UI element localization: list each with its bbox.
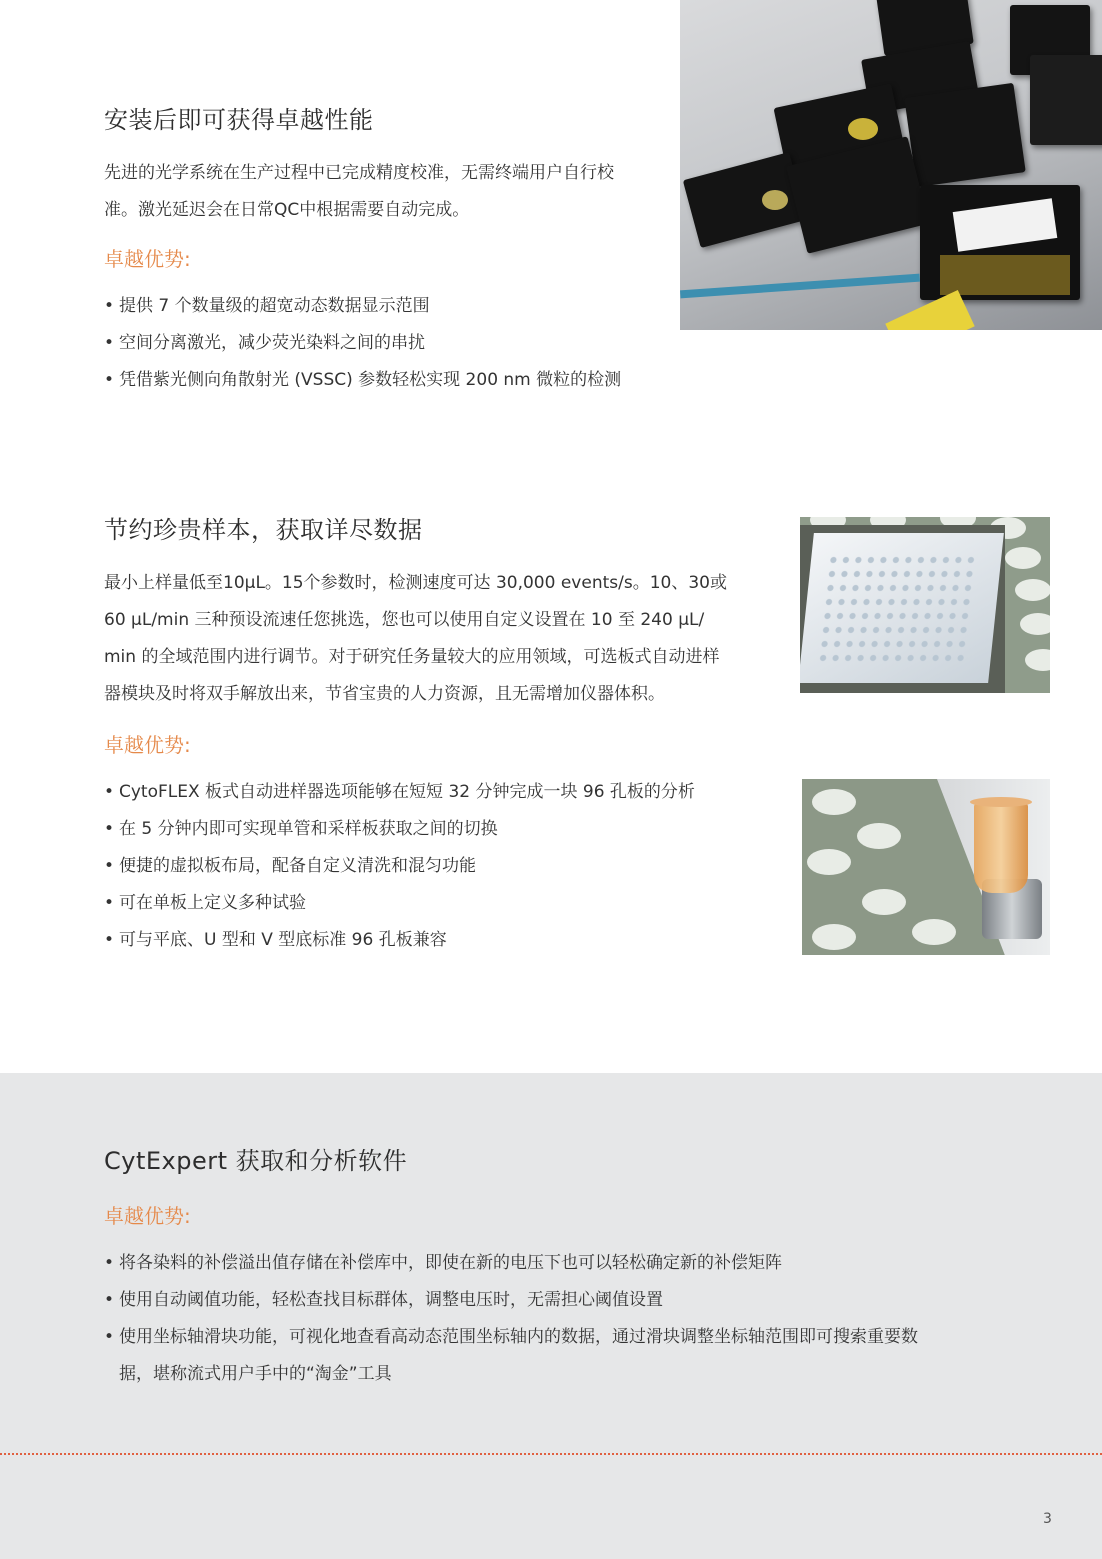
body-line: 先进的光学系统在生产过程中已完成精度校准，无需终端用户自行校 (104, 163, 614, 183)
footer-divider (0, 1453, 1102, 1455)
body-line: 最小上样量低至10μL。15个参数时，检测速度可达 30,000 events/s。10、30或 (104, 573, 727, 593)
body-line: 60 μL/min 三种预设流速任您挑选，您也可以使用自定义设置在 10 至 240 μL/ (104, 610, 705, 630)
advantage-list (104, 1245, 1004, 1393)
section-optics (104, 100, 684, 399)
section-title: 安装后即可获得卓越性能 (104, 106, 374, 134)
list-item: • 可与平底、U 型和 V 型底标准 96 孔板兼容 (104, 922, 794, 959)
list-item: • 凭借紫光侧向角散射光 (VSSC) 参数轻松实现 200 nm 微粒的检测 (104, 362, 684, 399)
section-title: CytExpert 获取和分析软件 (104, 1147, 408, 1175)
list-item: • 可在单板上定义多种试验 (104, 885, 794, 922)
body-line: min 的全域范围内进行调节。对于研究任务量较大的应用领域，可选板式自动进样 (104, 647, 720, 667)
section-title: 节约珍贵样本，获取详尽数据 (104, 516, 423, 544)
list-item (104, 1319, 1004, 1393)
list-item-line: 使用坐标轴滑块功能，可视化地查看高动态范围坐标轴内的数据，通过滑块调整坐标轴范围即可搜索重要数 (119, 1327, 918, 1347)
body-line: 准。激光延迟会在日常QC中根据需要自动完成。 (104, 200, 470, 220)
list-item: • 提供 7 个数量级的超宽动态数据显示范围 (104, 288, 684, 325)
advantage-list (104, 774, 794, 959)
list-item: • 在 5 分钟内即可实现单管和采样板获取之间的切换 (104, 811, 794, 848)
section-software (104, 1141, 1004, 1393)
body-line: 器模块及时将双手解放出来，节省宝贵的人力资源，且无需增加仪器体积。 (104, 684, 665, 704)
list-item: • CytoFLEX 板式自动进样器选项能够在短短 32 分钟完成一块 96 孔板的分析 (104, 774, 794, 811)
advantage-label: 卓越优势: (104, 733, 191, 757)
section-body (104, 155, 684, 229)
list-item: • 将各染料的补偿溢出值存储在补偿库中，即使在新的电压下也可以轻松确定新的补偿矩阵 (104, 1245, 1004, 1282)
well-plate-photo (800, 517, 1050, 693)
optical-bench-photo (680, 0, 1102, 330)
advantage-list (104, 288, 684, 399)
advantage-label: 卓越优势: (104, 247, 191, 271)
sample-tube-photo (802, 779, 1050, 955)
section-sample (104, 510, 794, 959)
list-item: • 便捷的虚拟板布局，配备自定义清洗和混匀功能 (104, 848, 794, 885)
list-item-line: 据，堪称流式用户手中的“淘金”工具 (119, 1364, 392, 1384)
list-item: • 空间分离激光，减少荧光染料之间的串扰 (104, 325, 684, 362)
advantage-label: 卓越优势: (104, 1204, 191, 1228)
page-number: 3 (1043, 1511, 1052, 1527)
list-item: • 使用自动阈值功能，轻松查找目标群体，调整电压时，无需担心阈值设置 (104, 1282, 1004, 1319)
section-body (104, 565, 794, 713)
